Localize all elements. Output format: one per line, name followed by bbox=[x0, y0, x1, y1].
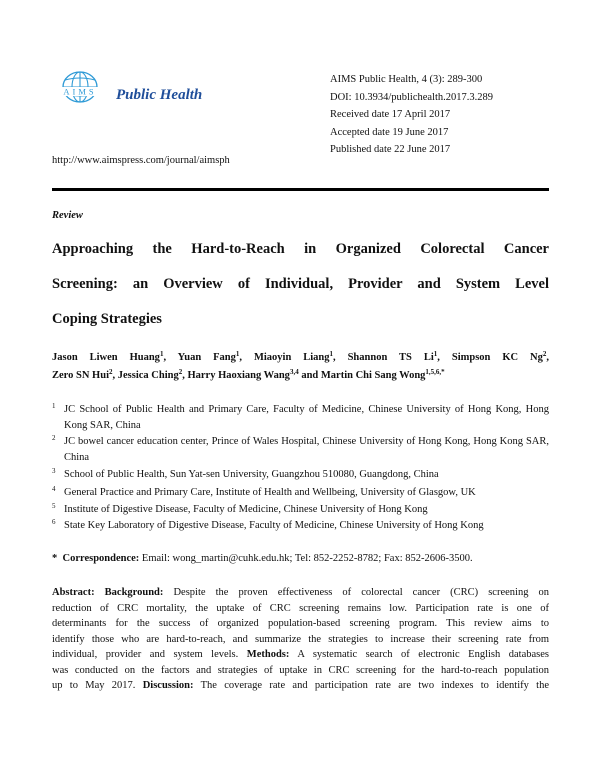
affiliation-3: 3 School of Public Health, Sun Yat-sen University, Guangzhou 510080, Guangdong, China bbox=[52, 467, 439, 480]
header-rule bbox=[52, 188, 549, 191]
journal-url-link[interactable]: http://www.aimspress.com/journal/aimsph bbox=[52, 155, 230, 166]
aims-globe-logo bbox=[52, 70, 108, 114]
affiliation-1: 1 JC School of Public Health and Primary Care, Faculty of Medicine, Chinese University of Hong Kong, Hong Kong SAR, China bbox=[52, 402, 549, 431]
background-label: Background: bbox=[104, 587, 164, 598]
title-line-1: Approaching the Hard-to-Reach in Organized Colorectal Cancer bbox=[52, 241, 549, 257]
author-name: Martin Chi Sang Wong bbox=[320, 370, 426, 381]
author-name: Zero SN Hui bbox=[52, 370, 109, 381]
author-name: Miaoyin Liang bbox=[253, 352, 330, 363]
citation: AIMS Public Health, 4 (3): 289-300 bbox=[330, 74, 483, 85]
author-name: Yuan Fang bbox=[177, 352, 236, 363]
affiliation-2: 2 JC bowel cancer education center, Prince of Wales Hospital, Chinese University of Hong Kong, Hong Kong SAR, China bbox=[52, 434, 549, 463]
accepted-date: Accepted date 19 June 2017 bbox=[330, 126, 449, 138]
author-name: Shannon TS Li bbox=[347, 352, 434, 363]
journal-name: Public Health bbox=[116, 87, 203, 103]
affiliation-6: 6 State Key Laboratory of Digestive Disease, Faculty of Medicine, Chinese University of Hong Kong bbox=[52, 518, 484, 531]
methods-label: Methods: bbox=[246, 649, 290, 660]
author-name: Simpson KC Ng bbox=[451, 352, 543, 363]
published-date: Published date 22 June 2017 bbox=[330, 144, 451, 155]
affiliation-5: 5 Institute of Digestive Disease, Faculty of Medicine, Chinese University of Hong Kong bbox=[52, 502, 428, 515]
correspondence-label: Correspondence: bbox=[62, 553, 140, 564]
correspondence-details: Email: wong_martin@cuhk.edu.hk; Tel: 852-2252-8782; Fax: 852-2606-3500. bbox=[139, 553, 473, 564]
article-type: Review bbox=[52, 210, 83, 221]
discussion-label: Discussion: bbox=[142, 680, 194, 691]
affiliation-4: 4 General Practice and Primary Care, Institute of Health and Wellbeing, University of Glasgow, UK bbox=[52, 485, 476, 498]
authors-line-1: Jason Liwen Huang$^1$, Yuan Fang$^1$, Miaoyin Liang$^1$, Shannon TS Li$^1$, Simpson KC Ng$^2$, bbox=[52, 350, 549, 363]
received-date: Received date 17 April 2017 bbox=[330, 109, 451, 120]
doi[interactable]: DOI: 10.3934/publichealth.2017.3.289 bbox=[330, 91, 494, 103]
abstract-label: Abstract: bbox=[52, 587, 95, 598]
article-meta bbox=[330, 71, 493, 159]
author-name: Jason Liwen Huang bbox=[52, 352, 160, 363]
logo-text: AIMS bbox=[63, 86, 97, 97]
author-name: Harry Haoxiang Wang bbox=[187, 370, 290, 381]
title-line-2: Screening: an Overview of Individual, Provider and System Level bbox=[52, 276, 549, 292]
author-name: Jessica Ching bbox=[117, 370, 179, 381]
abstract: Abstract: Background: Despite the proven effectiveness of colorectal cancer (CRC) screening on reduction of CRC mortality, the uptake of CRC screening remains low. Participation rate is one of determinants for the success of organized population-based screening program. This review aims to identify those who are hard-to-reach, and summarize the strategies to increase their screening rate from individual, provider and system levels. Methods: A systematic search of electronic English databases was conducted on the factors and strategies of uptake in CRC screening for the hard-to-reach population up to May 2017. Discussion: The coverage rate and participation rate are two indexes to identify the bbox=[52, 587, 550, 691]
authors-line-2: Zero SN Hui$^2$, Jessica Ching$^2$, Harry Haoxiang Wang$^{3,4}$ and Martin Chi Sang Wong$^{1,5,6,*}$ bbox=[52, 368, 445, 381]
title-line-3: Coping Strategies bbox=[52, 311, 162, 327]
correspondence: * Correspondence: Email: wong_martin@cuhk.edu.hk; Tel: 852-2252-8782; Fax: 852-2606-3500. bbox=[52, 553, 473, 564]
